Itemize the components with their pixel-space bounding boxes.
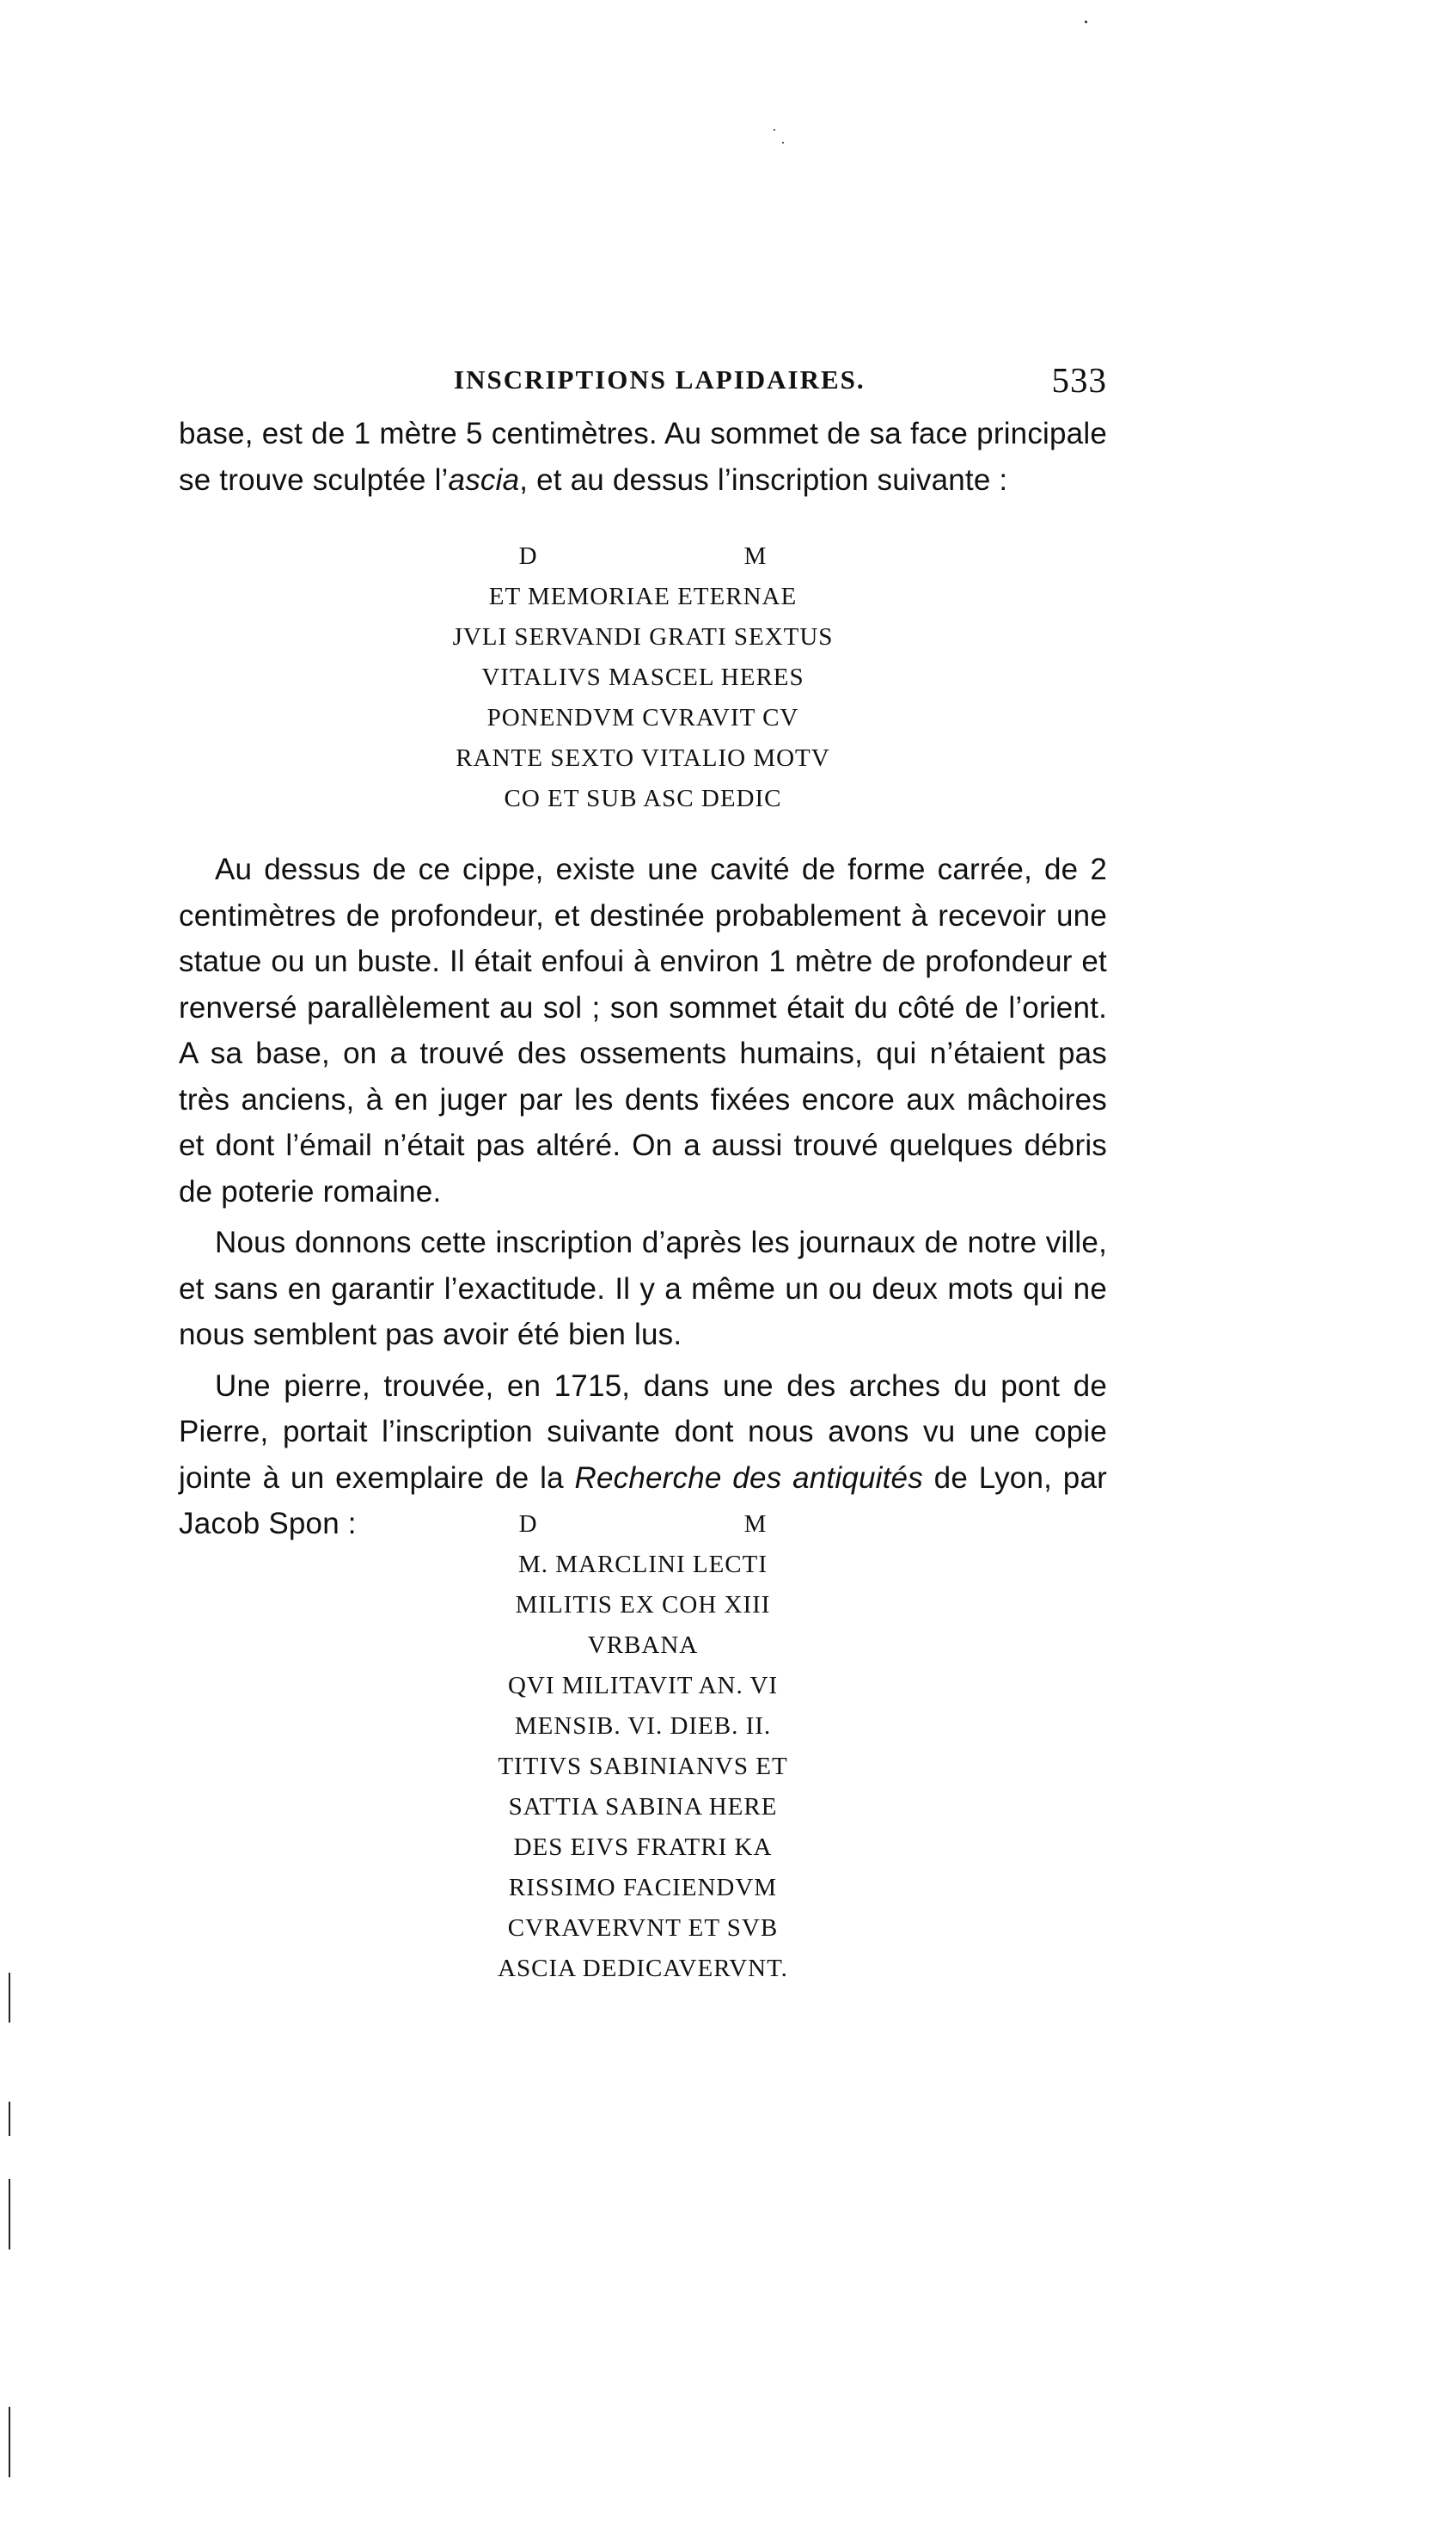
scan-edge-mark [9, 2179, 10, 2249]
scan-edge-mark [9, 1973, 10, 2023]
inscription-line: MENSIB. VI. DIEB. II. [514, 1712, 772, 1740]
inscription-line: CO ET SUB ASC DEDIC [504, 785, 782, 812]
inscription-line: RISSIMO FACIENDVM [508, 1874, 778, 1901]
running-title: INSCRIPTIONS LAPIDAIRES. [454, 364, 866, 395]
page-header [179, 359, 1107, 402]
book-title: Recherche des antiquités [574, 1460, 923, 1495]
paragraph-journaux: Nous donnons cette inscription d’après les journaux de notre ville, et sans en garantir l’exactitude. Il y a même un ou deux mots qui ne nous semblent pas avoir été bien lus. [179, 1226, 1107, 1351]
inscription-line: MILITIS EX COH XIII [515, 1591, 771, 1619]
paragraph-pierre-part1: Une pierre, trouvée, en 1715, dans une des arches du pont de Pierre, portait l’inscription suivante dont nous avons vu une copie jointe à un exemplaire de la [179, 1368, 1107, 1495]
scan-speck [1085, 21, 1087, 23]
inscription-line: ET MEMORIAE ETERNAE [488, 583, 798, 610]
inscription-second [179, 1504, 1107, 1989]
inscription-line: SATTIA SABINA HERE [508, 1793, 778, 1821]
inscription-line: DES EIVS FRATRI KA [513, 1833, 773, 1861]
inscription-line: TITIVS SABINIANVS ET [498, 1753, 788, 1780]
inscription-line: ASCIA DEDICAVERVNT. [498, 1955, 788, 1982]
inscription-line: JVLI SERVANDI GRATI SEXTUS [452, 623, 834, 651]
inscription-first-d: D [518, 542, 538, 570]
intro-text-part2: , et au dessus l’inscription suivante : [519, 462, 1008, 497]
inscription-first [179, 536, 1107, 819]
inscription-second-d: D [518, 1510, 538, 1538]
paragraph-pierre-part2: de Lyon, par Jacob Spon : [179, 1460, 1107, 1540]
inscription-first-m: M [743, 542, 768, 570]
intro-paragraph [179, 411, 1107, 503]
intro-text-ascia: ascia [448, 462, 520, 497]
inscription-line: VITALIVS MASCEL HERES [481, 664, 804, 691]
inscription-line: M. MARCLINI LECTI [517, 1551, 768, 1578]
paragraph-cippe: Au dessus de ce cippe, existe une cavité de forme carrée, de 2 centimètres de profondeur, et destinée probablement à recevoir une statue ou un buste. Il était enfoui à environ 1 mètre de profondeur et renversé parallèlement au sol ; son sommet était du côté de l’orient. A sa base, on a trouvé des ossements humains, qui n’étaient pas très anciens, à en juger par les dents fixées encore aux mâchoires et dont l’émail n’était pas altéré. On a aussi trouvé quelques débris de poterie romaine. [179, 853, 1107, 1209]
inscription-second-m: M [743, 1510, 768, 1538]
inscription-first-dm [179, 536, 1107, 577]
inscription-second-dm [179, 1504, 1107, 1545]
body-paragraphs [179, 847, 1107, 1547]
inscription-line: RANTE SEXTO VITALIO MOTV [456, 744, 830, 772]
scan-speck [782, 142, 784, 144]
page-number: 533 [1051, 360, 1107, 400]
intro-text-part1: base, est de 1 mètre 5 centimètres. Au sommet de sa face principale se trouve sculptée l’ [179, 417, 1107, 497]
inscription-line: CVRAVERVNT ET SVB [507, 1914, 779, 1942]
inscription-line: PONENDVM CVRAVIT CV [486, 704, 799, 731]
inscription-line: QVI MILITAVIT AN. VI [507, 1672, 779, 1699]
scan-edge-mark [9, 2102, 10, 2136]
inscription-line: VRBANA [587, 1631, 699, 1659]
scan-speck [774, 129, 775, 131]
scan-edge-mark [9, 2407, 10, 2477]
